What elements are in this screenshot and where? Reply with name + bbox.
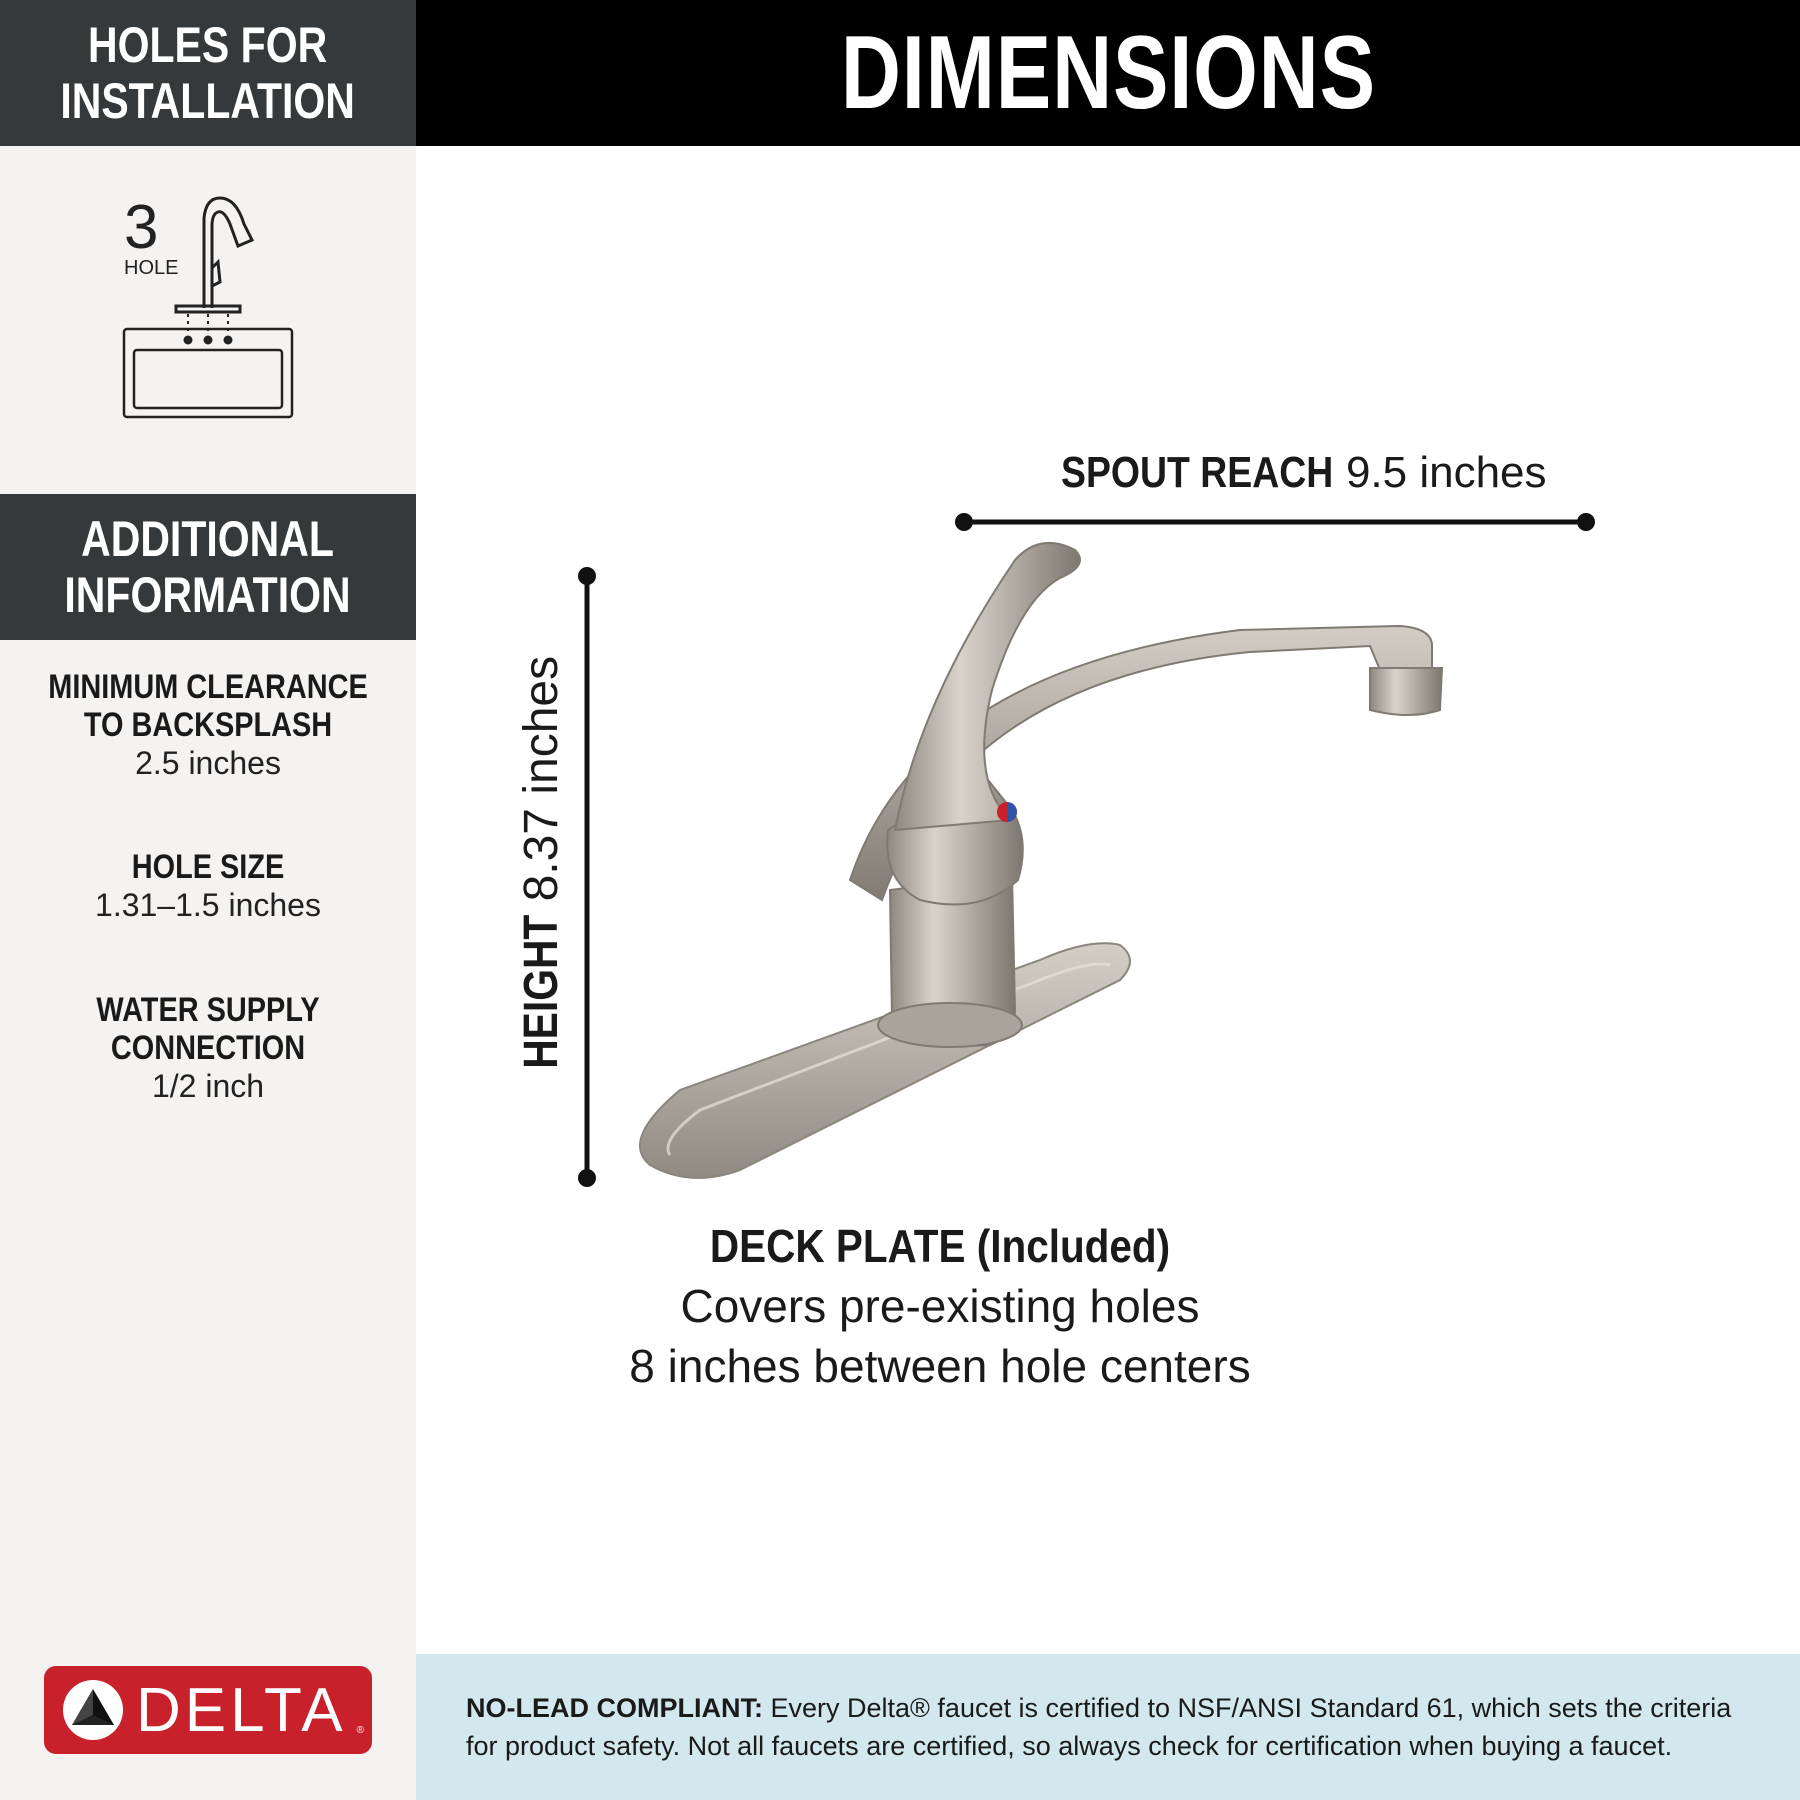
delta-logo-text: DELTA: [136, 1675, 347, 1745]
hole-label: HOLE: [124, 257, 179, 279]
deck-plate-line1: Covers pre-existing holes: [680, 1280, 1200, 1332]
dimensions-banner: [416, 0, 1800, 146]
deck-plate-line2: 8 inches between hole centers: [629, 1340, 1251, 1392]
spec-value: 1.31–1.5 inches: [95, 887, 321, 923]
spec-value: 2.5 inches: [135, 745, 281, 781]
spout-reach-value: 9.5 inches: [1345, 448, 1547, 497]
height-value: 8.37 inches: [515, 655, 568, 902]
faucet-product-image: [620, 540, 1640, 1200]
spec-label: HOLE SIZE: [131, 848, 285, 886]
no-lead-compliance-footer: [416, 1654, 1800, 1800]
compliance-text: [466, 1689, 1766, 1765]
spec-hole-size: [0, 848, 416, 924]
compliance-body: Every Delta® faucet is certified to NSF/ANSI Standard 61, which sets the criteria for product safety. Not all faucets are certified, so always check for certification when buying a faucet.: [466, 1693, 1732, 1761]
spec-value: 1/2 inch: [151, 1068, 265, 1104]
banner-title: DIMENSIONS: [840, 14, 1376, 131]
deck-plate-info: [560, 1216, 1320, 1396]
spout-reach-label: [960, 448, 1600, 498]
additional-information-header: [0, 494, 416, 640]
spec-label: WATER SUPPLY CONNECTION: [96, 991, 320, 1067]
info-header-text: ADDITIONAL INFORMATION: [64, 511, 352, 623]
compliance-bold: NO-LEAD COMPLIANT:: [466, 1693, 763, 1723]
deck-plate-title: DECK PLATE (Included): [709, 1220, 1171, 1272]
spec-min-clearance: [0, 668, 416, 782]
height-label: [512, 596, 572, 1156]
spec-water-supply: [0, 991, 416, 1105]
holes-for-installation-header: [0, 0, 416, 146]
spout-reach-title: SPOUT REACH: [1061, 448, 1334, 497]
height-title: HEIGHT: [515, 914, 568, 1069]
delta-logo: [44, 1666, 372, 1754]
spec-label: MINIMUM CLEARANCE TO BACKSPLASH: [48, 668, 368, 744]
delta-triangle-icon: [60, 1677, 126, 1743]
three-hole-sink-icon: [118, 190, 298, 420]
holes-header-text: HOLES FOR INSTALLATION: [60, 17, 356, 129]
registered-mark: ®: [356, 1725, 364, 1736]
hole-count: 3: [124, 193, 159, 262]
